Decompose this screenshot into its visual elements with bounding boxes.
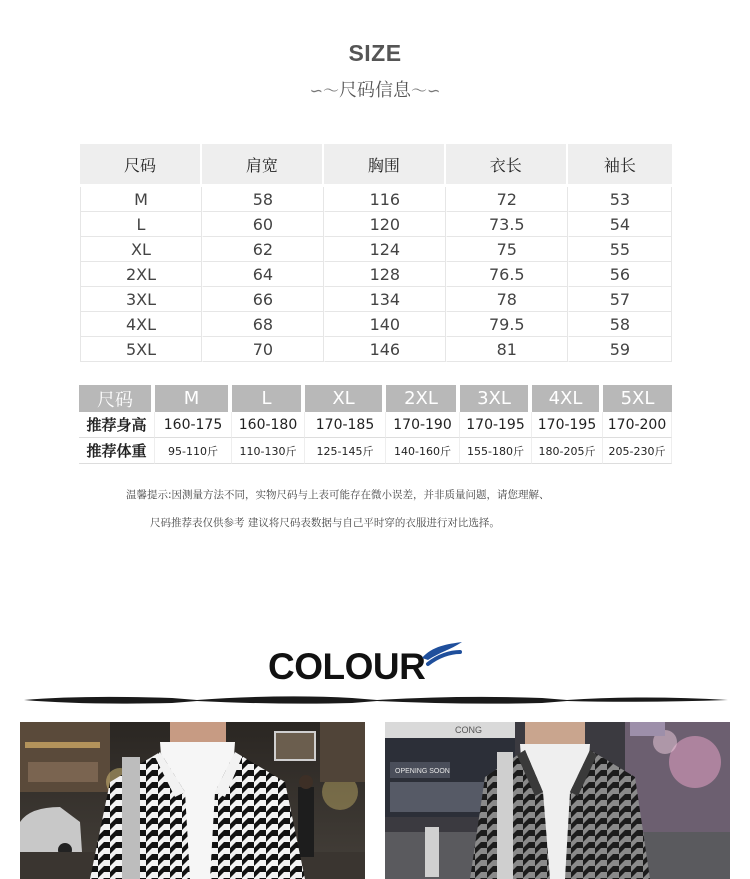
cell-shoulder: 60 — [202, 212, 324, 237]
header-size-option: M — [155, 385, 232, 412]
height-value: 170-185 — [305, 412, 386, 438]
cell-shoulder: 64 — [202, 262, 324, 287]
header-size: 尺码 — [80, 144, 202, 184]
table-row — [80, 237, 672, 262]
cell-size: 2XL — [80, 262, 202, 287]
header-size-option: 5XL — [603, 385, 672, 412]
store-sign-opening: OPENING SOON — [395, 768, 450, 775]
table-row — [80, 287, 672, 312]
header-length: 衣长 — [446, 144, 568, 184]
product-photo-black-white — [20, 722, 365, 879]
table-row — [80, 337, 672, 362]
cell-length: 73.5 — [446, 212, 568, 237]
header-size: 尺码 — [79, 385, 155, 412]
swoosh-icon — [418, 638, 466, 668]
section-divider — [22, 692, 730, 708]
weight-value: 110-130斤 — [232, 438, 305, 464]
table-row — [80, 212, 672, 237]
table-row — [80, 187, 672, 212]
header-shoulder: 肩宽 — [202, 144, 324, 184]
cell-size: 3XL — [80, 287, 202, 312]
cell-chest: 116 — [324, 187, 446, 212]
cell-chest: 120 — [324, 212, 446, 237]
header-size-option: L — [232, 385, 305, 412]
weight-label: 推荐体重 — [79, 438, 155, 464]
colour-header — [268, 638, 468, 690]
cell-shoulder: 68 — [202, 312, 324, 337]
size-subtitle: 尺码信息 — [339, 80, 411, 101]
header-size-option: 2XL — [386, 385, 460, 412]
cell-chest: 128 — [324, 262, 446, 287]
colour-title: COLOUR — [268, 646, 426, 687]
weight-value: 125-145斤 — [305, 438, 386, 464]
cell-sleeve: 57 — [568, 287, 672, 312]
cell-shoulder: 58 — [202, 187, 324, 212]
weight-row — [79, 438, 672, 464]
cell-size: M — [80, 187, 202, 212]
squiggle-right-icon: 〜∽ — [411, 81, 441, 100]
cell-shoulder: 70 — [202, 337, 324, 362]
height-value: 170-195 — [532, 412, 603, 438]
cell-sleeve: 56 — [568, 262, 672, 287]
cell-shoulder: 66 — [202, 287, 324, 312]
height-value: 160-180 — [232, 412, 305, 438]
height-value: 160-175 — [155, 412, 232, 438]
cell-chest: 124 — [324, 237, 446, 262]
cell-sleeve: 59 — [568, 337, 672, 362]
header-size-option: 3XL — [460, 385, 532, 412]
size-title: SIZE — [348, 40, 402, 66]
weight-value: 180-205斤 — [532, 438, 603, 464]
weight-value: 205-230斤 — [603, 438, 672, 464]
cell-length: 79.5 — [446, 312, 568, 337]
cell-chest: 134 — [324, 287, 446, 312]
squiggle-left-icon: ∽〜 — [309, 81, 339, 100]
cell-length: 75 — [446, 237, 568, 262]
weight-value: 155-180斤 — [460, 438, 532, 464]
header-size-option: XL — [305, 385, 386, 412]
table-row — [80, 262, 672, 287]
cell-size: 4XL — [80, 312, 202, 337]
cell-shoulder: 62 — [202, 237, 324, 262]
size-measurement-table — [80, 144, 672, 362]
note-line-2: 尺码推荐表仅供参考 建议将尺码表数据与自己平时穿的衣服进行对比选择。 — [150, 517, 500, 529]
height-row — [79, 412, 672, 438]
cell-size: 5XL — [80, 337, 202, 362]
header-sleeve: 袖长 — [568, 144, 672, 184]
header-chest: 胸围 — [324, 144, 446, 184]
height-value: 170-190 — [386, 412, 460, 438]
cell-sleeve: 53 — [568, 187, 672, 212]
cell-sleeve: 58 — [568, 312, 672, 337]
cell-length: 72 — [446, 187, 568, 212]
cell-size: XL — [80, 237, 202, 262]
cell-length: 76.5 — [446, 262, 568, 287]
weight-value: 95-110斤 — [155, 438, 232, 464]
size-subtitle-row — [0, 76, 750, 102]
cell-length: 78 — [446, 287, 568, 312]
cell-sleeve: 55 — [568, 237, 672, 262]
cell-size: L — [80, 212, 202, 237]
weight-value: 140-160斤 — [386, 438, 460, 464]
cell-length: 81 — [446, 337, 568, 362]
product-photo-grey-black — [385, 722, 730, 879]
header-size-option: 4XL — [532, 385, 603, 412]
table-row — [80, 312, 672, 337]
cell-chest: 146 — [324, 337, 446, 362]
height-value: 170-200 — [603, 412, 672, 438]
note-line-1: 温馨提示:因测量方法不同，实物尺码与上表可能存在微小误差，并非质量问题，请您理解、 — [126, 489, 550, 501]
size-recommendation-table — [79, 385, 672, 464]
cell-chest: 140 — [324, 312, 446, 337]
store-sign-top: CONG — [455, 725, 482, 735]
table-header-row — [79, 385, 672, 412]
cell-sleeve: 54 — [568, 212, 672, 237]
table-header-row — [80, 144, 672, 184]
height-value: 170-195 — [460, 412, 532, 438]
height-label: 推荐身高 — [79, 412, 155, 438]
